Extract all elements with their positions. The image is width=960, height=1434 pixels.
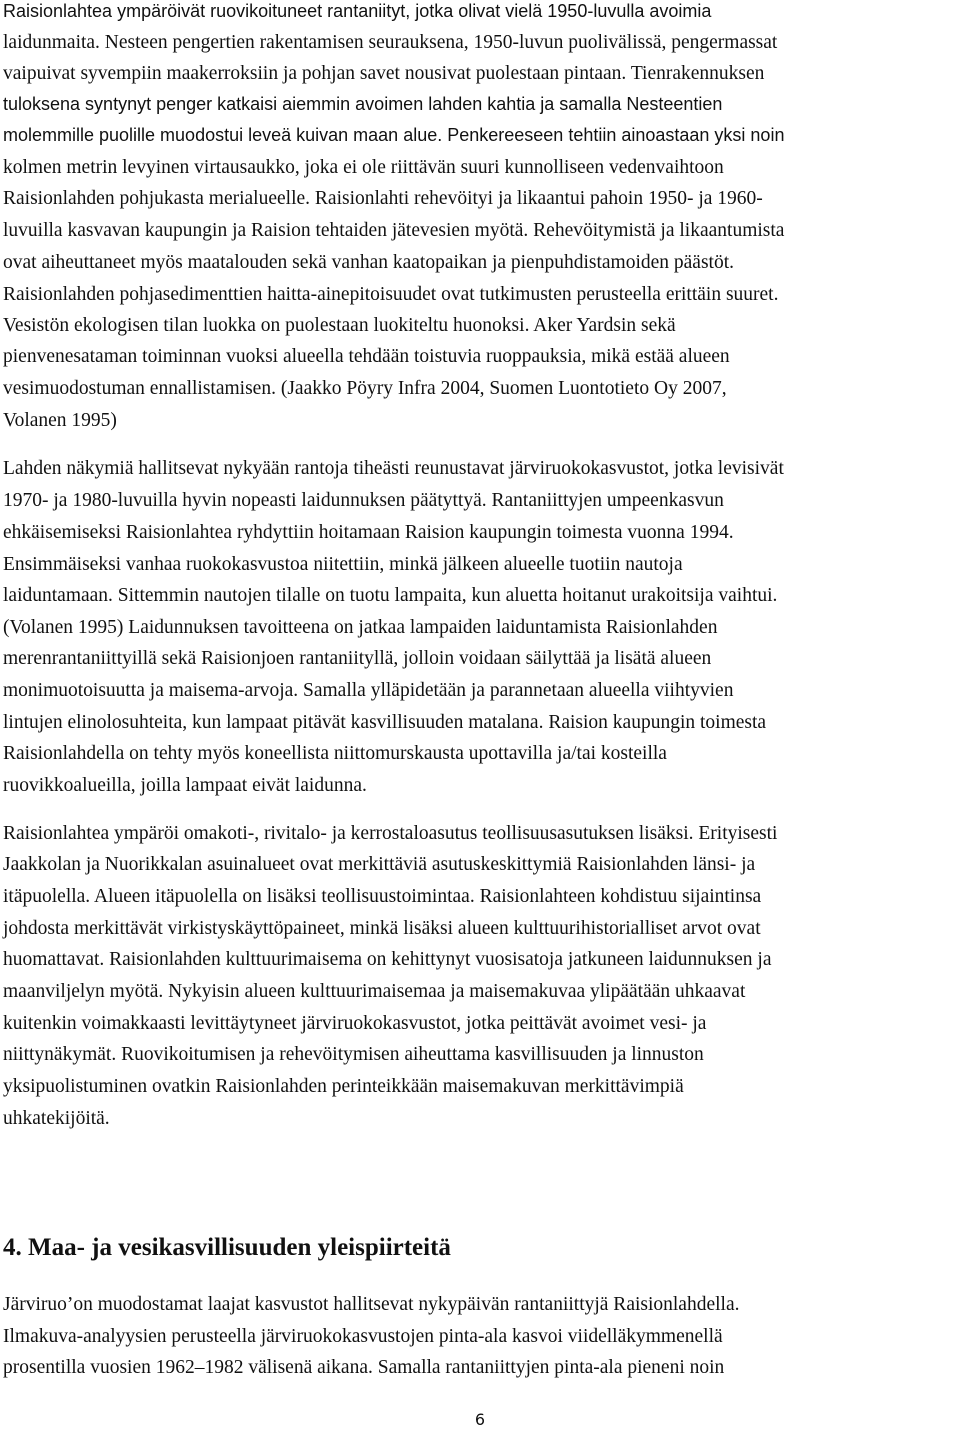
text-line: laiduntamaan. Sittemmin nautojen tilalle on tuotu lampaita, kun aluetta hoitanut urakoitsija vaihtui. [3,585,778,606]
text-line: Raisionlahtea ympäröi omakoti-, rivitalo- ja kerrostaloasutus teollisuusasutuksen lisäksi. Erityisesti [3,823,778,844]
text-line: Ilmakuva-analyysien perusteella järviruokokasvustojen pinta-ala kasvoi viidelläkymmenellä [3,1326,723,1347]
text-line: Lahden näkymiä hallitsevat nykyään rantoja tiheästi reunustavat järviruokokasvustot, jotka levisivät [3,458,784,479]
text-line: Raisionlahdella on tehty myös koneellista niittomurskausta upottavilla ja/tai kosteilla [3,743,667,764]
page-number: 6 [474,1410,486,1429]
text-line: maanviljelyn myötä. Nykyisin alueen kulttuurimaisemaa ja maisemakuvaa ylipäätään uhkaavat [3,981,746,1002]
text-line: vaipuivat syvempiin maakerroksiin ja pohjan savet nousivat puolestaan pintaan. Tienrakennuksen [3,63,765,84]
text-line: lintujen elinolosuhteita, kun lampaat pitävät kasvillisuuden matalana. Raision kaupungin toimesta [3,712,767,733]
text-line: Raisionlahden pohjasedimenttien haitta-ainepitoisuudet ovat tutkimusten perusteella erittäin suuret. [3,284,779,305]
text-line: ovat aiheuttaneet myös maatalouden sekä vanhan kaatopaikan ja pienpuhdistamoiden päästöt. [3,252,735,273]
text-line: merenrantaniittyillä sekä Raisionjoen rantaniityllä, jolloin voidaan säilyttää ja lisätä alueen [3,648,712,669]
text-line: Volanen 1995) [3,410,117,431]
text-line: niittynäkymät. Ruovikoitumisen ja rehevöitymisen aiheuttama kasvillisuuden ja linnuston [3,1044,704,1065]
text-line: molemmille puolille muodostui leveä kuivan maan alue. Penkereeseen tehtiin ainoastaan yksi noin [3,125,785,145]
text-line: 1970- ja 1980-luvuilla hyvin nopeasti laidunnuksen päätyttyä. Rantaniittyjen umpeenkasvun [3,490,724,511]
text-line: laidunmaita. Nesteen pengertien rakentamisen seurauksena, 1950-luvun puolivälissä, pengermassat [3,32,778,53]
text-line: Ensimmäiseksi vanhaa ruokokasvustoa niitettiin, minkä jälkeen alueelle tuotiin nautoja [3,554,683,575]
text-line: huomattavat. Raisionlahden kulttuurimaisema on kehittynyt vuosisatoja jatkuneen laidunnuksen ja [3,949,772,970]
text-line: kolmen metrin levyinen virtausaukko, joka ei ole riittävän suuri kunnolliseen vedenvaihtoon [3,157,724,178]
text-line: Jaakkolan ja Nuorikkalan asuinalueet ovat merkittäviä asutuskeskittymiä Raisionlahden länsi- ja [3,854,756,875]
section-heading: 4. Maa- ja vesikasvillisuuden yleispiirteitä [3,1234,451,1261]
text-line: johdosta merkittävät virkistyskäyttöpaineet, minkä lisäksi alueen kulttuurihistorialliset arvot ovat [3,918,761,939]
text-line: itäpuolella. Alueen itäpuolella on lisäksi teollisuustoimintaa. Raisionlahteen kohdistuu sijaintinsa [3,886,762,907]
text-line: monimuotoisuutta ja maisema-arvoja. Samalla ylläpidetään ja parannetaan alueella viihtyvien [3,680,734,701]
text-line: luvuilla kasvavan kaupungin ja Raision tehtaiden jätevesien myötä. Rehevöitymistä ja likaantumista [3,220,785,241]
text-line: prosentilla vuosien 1962–1982 välisenä aikana. Samalla rantaniittyjen pinta-ala pieneni noin [3,1357,725,1378]
text-line: Raisionlahden pohjukasta merialueelle. Raisionlahti rehevöityi ja likaantui pahoin 1950- ja 1960- [3,188,763,209]
text-line: ruovikkoalueilla, joilla lampaat eivät laidunna. [3,775,367,796]
text-line: Järviruo’on muodostamat laajat kasvustot hallitsevat nykypäivän rantaniittyjä Raisionlahdella. [3,1294,740,1315]
text-line: Raisionlahtea ympäröivät ruovikoituneet rantaniityt, jotka olivat vielä 1950-luvulla avoimia [3,1,712,21]
text-line: tuloksena syntynyt penger katkaisi aiemmin avoimen lahden kahtia ja samalla Nesteentien [3,94,723,114]
text-line: pienvenesataman toiminnan vuoksi alueella tehdään toistuvia ruoppauksia, mikä estää alueen [3,346,730,367]
text-line: Vesistön ekologisen tilan luokka on puolestaan luokiteltu huonoksi. Aker Yardsin sekä [3,315,676,336]
text-line: yksipuolistuminen ovatkin Raisionlahden perinteikkään maisemakuvan merkittävimpiä [3,1076,684,1097]
text-line: kuitenkin voimakkaasti levittäytyneet järviruokokasvustot, jotka peittävät avoimet vesi- ja [3,1013,707,1034]
text-line: (Volanen 1995) Laidunnuksen tavoitteena on jatkaa lampaiden laiduntamista Raisionlahden [3,617,718,638]
text-line: ehkäisemiseksi Raisionlahtea ryhdyttiin hoitamaan Raision kaupungin toimesta vuonna 1994. [3,522,734,543]
text-line: vesimuodostuman ennallistamisen. (Jaakko Pöyry Infra 2004, Suomen Luontotieto Oy 2007, [3,378,727,399]
text-line: uhkatekijöitä. [3,1108,110,1129]
